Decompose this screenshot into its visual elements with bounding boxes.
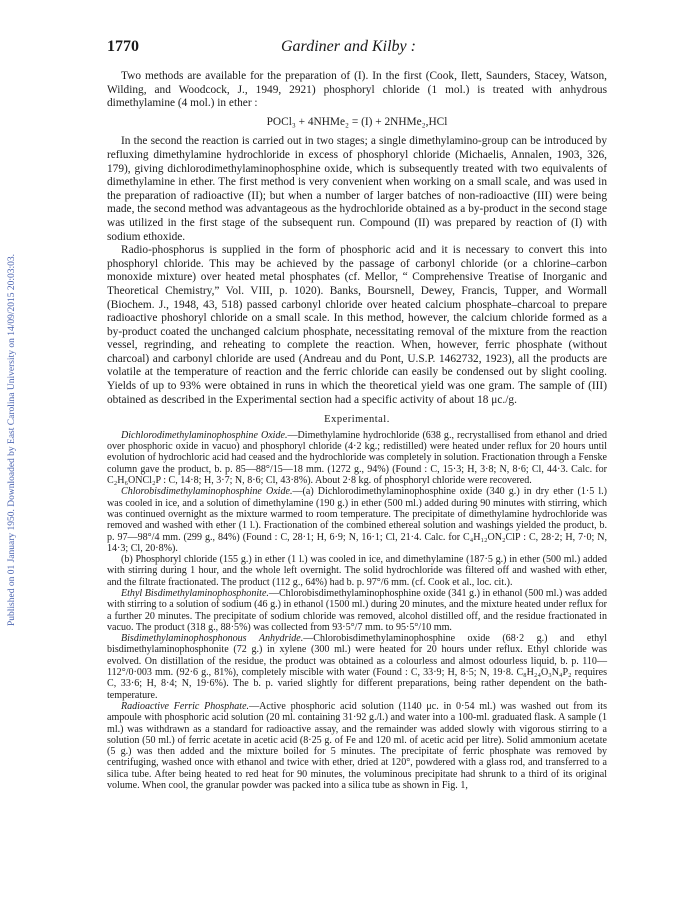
- download-notice-sidebar: [4, 120, 20, 760]
- article-body: [107, 70, 607, 791]
- experimental-paragraph: [107, 588, 607, 633]
- paragraph-text: —Chlorobisdimethylaminophosphine oxide (341 g.) in ethanol (500 ml.) was added with stirring to a solution of sodium (46 g.) in ethanol (1500 ml.) during 20 minutes, and the mixture heated under reflux for a further 20 minutes. The precipitate of sodium chloride was removed, alcohol distilled off, and the residue fractionated in vacuo. The product (318 g., 88·5%) was collected from 93·5°/7 mm. to 95·5°/10 mm.: [107, 588, 607, 633]
- experimental-paragraph: [107, 633, 607, 701]
- experimental-paragraph: [107, 486, 607, 554]
- download-notice: Published on 01 January 1950. Downloaded by East Carolina University on 14/09/2015 20:03:03.: [7, 253, 17, 627]
- compound-heading: Bisdimethylaminophosphonous Anhydride.: [121, 633, 304, 645]
- compound-heading: Dichlorodimethylaminophosphine Oxide.: [121, 429, 288, 441]
- experimental-paragraph: [107, 430, 607, 486]
- section-heading-experimental: Experimental.: [324, 414, 390, 426]
- paragraph-text: (b) Phosphoryl chloride (155 g.) in ether (1 l.) was cooled in ice, and dimethylamine (187·5 g.) in ether (500 ml.) added with stirring during 1 hour, and the whole left overnight. The solid hydrochloride was filtered off and washed with ether, and the filtrate fractionated. The product (112 g., 64%) had b. p. 97°/6 mm. (cf. Cook et al., loc. cit.).: [107, 554, 607, 588]
- intro-paragraph-1: Two methods are available for the preparation of (I). In the first (Cook, Ilett, Saunders, Stacey, Watson, Wilding, and Woodcock, J., 1949, 2921) phosphoryl chloride (1 mol.) is treated with anhydrous dimethylamine (4 mol.) in ether :: [107, 70, 607, 110]
- page-header: [107, 38, 607, 62]
- intro-paragraph-2: In the second the reaction is carried out in two stages; a single dimethylamino-group can be introduced by refluxing dimethylamine hydrochloride in excess of phosphoryl chloride (Michaelis, Annalen, 1903, 326, 179), giving dichlorodimethylaminophosphine oxide, which is subsequently treated with two equivalents of dimethylamine in ether. The first method is very convenient when working on a small scale, and was used in the preparation of radioactive (II); but when a number of larger batches of non-radioactive (III) were being made, the second method was advantageous as the hydrochloride obtained as a by-product in the second stage was utilized in the first stage of the subsequent run. Compound (II) was prepared by reaction of (I) with sodium ethoxide.: [107, 135, 607, 243]
- paragraph-text: —Active phosphoric acid solution (1140 μc. in 0·54 ml.) was washed out from its ampoule with phosphoric acid solution (20 ml. containing 31·92 g./l.) and water into a 100-ml. graduated flask. A sample (1 ml.) was withdrawn as a standard for radioactive assay, and the remainder was added slowly with vigorous stirring to a solution (50 ml.) of ferric acetate in acetic acid (8·25 g. of Fe and 120 ml. of acetic acid per litre). Solid ammonium acetate (5 g.) was then added and the mixture boiled for 5 minutes. The precipitate of ferric phosphate was removed by centrifuging, washed once with ethanol and twice with ether, dried at 120°, powdered with a glass rod, and transferred to a silica tube. After being heated to red heat for 90 minutes, the voluminous precipitate had shrunk to a third of its original volume. When cool, the granular powder was packed into a silica tube as shown in Fig. 1,: [107, 700, 607, 792]
- paragraph-text: —Chlorobisdimethylaminophosphine oxide (68·2 g.) and ethyl bisdimethylaminophosphonite (72 g.) in xylene (300 ml.) were heated for 20 hours under reflux. Ethyl chloride was evolved. On distillation of the residue, the product was obtained as a colourless and almost odourless liquid, b. p. 110—112°/0·003 mm. (92·6 g., 81%), completely miscible with water (Found : C, 33·9; H, 8·5; N, 19·8. C₈H₂₄O₃N₄P₂ requires C, 33·6; H, 8·4; N, 19·6%). The b. p. varied slightly for different preparations, being rather dependent on the bath-temperature.: [107, 633, 607, 701]
- experimental-paragraph: [107, 554, 607, 588]
- running-head: Gardiner and Kilby :: [281, 38, 416, 55]
- intro-paragraph-3: Radio-phosphorus is supplied in the form of phosphoric acid and it is necessary to convert this into phosphoryl chloride. This may be achieved by the passage of carbonyl chloride (or a chlorine–carbon monoxide mixture) over heated metal phosphates (cf. Mellor, “ Comprehensive Treatise of Inorganic and Theoretical Chemistry,” Vol. VIII, p. 1020). Banks, Boursnell, Dewey, Francis, Tupper, and Wormall (Biochem. J., 1948, 43, 518) passed carbonyl chloride over heated calcium phosphate–charcoal to prepare radioactive phoshoryl chloride on a small scale. In this method, however, the calcium chloride formed as a by-product coated the unchanged calcium phosphate, necessitating removal of the mixture from the reaction vessel, regrinding, and reheating to complete the reaction. When, however, ferric phosphate (without charcoal) and carbonyl chloride are used (Andreau and du Pont, U.S.P. 1462732, 1923), all the products are volatile at the temperature of reaction and the ferric chloride can easily be condensed out by slight cooling. Yields of up to 93% were obtained in runs in which the theoretical yield was one gram. The sample of (III) obtained as described in the Experimental section had a specific activity of about 18 μc./g.: [107, 244, 607, 406]
- page-number: 1770: [107, 38, 139, 55]
- compound-heading: Chlorobisdimethylaminophosphine Oxide.: [121, 486, 293, 498]
- compound-heading: Radioactive Ferric Phosphate.: [121, 700, 250, 712]
- experimental-section: [107, 430, 607, 792]
- experimental-paragraph: [107, 701, 607, 791]
- paragraph-text: —(a) Dichlorodimethylaminophosphine oxide (340 g.) in dry ether (1·5 l.) was cooled in ice, and a solution of dimethylamine (190 g.) in ether (500 ml.) added during 90 minutes with stirring, which was continued overnight as the mixture warmed to room temperature. The precipitate of dimethylamine hydrochloride was removed and washed with ether (1 l.). Fractionation of the combined ethereal solution and washings yielded the product, b. p. 97—98°/4 mm. (299 g., 84%) (Found : C, 28·1; H, 6·9; N, 16·1; Cl, 21·4. Calc. for C₄H₁₂ON₂ClP : C, 28·2; H, 7·0; N, 14·3; Cl, 20·8%).: [107, 486, 607, 554]
- reaction-equation: POCl₃ + 4NHMe₂ = (I) + 2NHMe₂,HCl: [266, 115, 448, 128]
- compound-heading: Ethyl Bisdimethylaminophosphonite.: [121, 588, 269, 599]
- paragraph-text: —Dimethylamine hydrochloride (638 g., recrystallised from ethanol and dried over phosphoric oxide in vacuo) and phosphoryl chloride (4·2 kg.; redistilled) were heated under reflux for 20 hours until evolution of hydrochloric acid had ceased and the hydrochloride was completely in solution. Fractionation through a Fenske column gave the product, b. p. 85—88°/15—18 mm. (1272 g., 94%) (Found : C, 15·3; H, 3·8; N, 8·6; Cl, 44·3. Calc. for C₂H₆ONCl₂P : C, 14·8; H, 3·7; N, 8·6; Cl, 43·8%). About 2·8 kg. of phosphoryl chloride were recovered.: [107, 429, 607, 487]
